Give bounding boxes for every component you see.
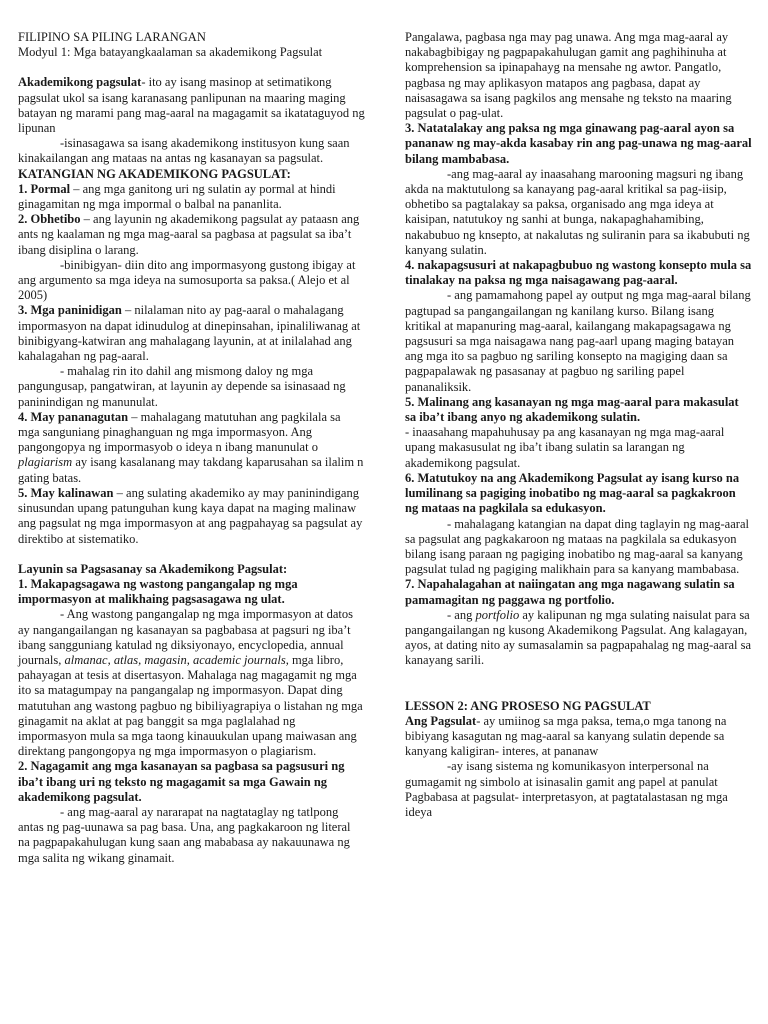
layunin-item-6-heading: 6. Matutukoy na ang Akademikong Pagsulat ay isang kurso na lumilinang sa pagiging inobatibo ng mag-aaral sa pagkakroon ng mataas na pagkilala sa edukasyon. <box>405 470 740 516</box>
pagsulat-definition: Ang Pagsulat- ay umiinog sa mga paksa, tema,o mga tanong na bibiyang kasagutan ng mag-aaral sa kanyang sulatin depende sa kanyang kaligiran- interes, at pananaw <box>405 713 727 759</box>
definition-term: Akademikong pagsulat <box>18 75 142 90</box>
katangian-heading: KATANGIAN NG AKADEMIKONG PAGSULAT: <box>18 166 291 181</box>
module-title: Modyul 1: Mga batayangkaalaman sa akademikong Pagsulat <box>18 45 323 60</box>
layunin-item-3-heading: 3. Natatalakay ang paksa ng mga ginawang pag-aaral ayon sa pananaw ng may-akda kasabay rin ang pag-unawa ng mag-aaral bilang mambabasa. <box>405 121 752 166</box>
layunin-item-1-text: - Ang wastong pangangalap ng mga impormasyon at datos ay nangangailangan ng kasanayan sa pagbabasa at pagsuri ng iba’t ibang sangguniang katulad ng diksiyonayo, encyclopedia, annual journals, almanac, atlas, magasin, academic journals, mga libro, pahayagan at tesis at disertasyon. Mahalaga nag magagamit ng mga ito sa matagumpay na pangangalap ng impormasyon. Dapat ding matutuhan ang wastong pagbuo ng bibiliyagrapiya o listahan ng mga ginagamit na aklat at pag banggit sa mga paglalahad ng impormasyon mula sa mga taong kinauukulan upang maiwasan ang direktang pangongopya ng mga impormasyon o plagiarism. <box>18 607 363 759</box>
lesson2-heading: LESSON 2: ANG PROSESO NG PAGSULAT <box>405 698 651 713</box>
course-title: FILIPINO SA PILING LARANGAN <box>18 30 206 44</box>
katangian-item-2-sub: -binibigyan- diin dito ang impormasyong gustong ibigay at ang argumento sa mga ideya na sumosuporta sa paksa.( Alejo et al 2005) <box>18 257 356 303</box>
definition-subparagraph: -isinasagawa sa isang akademikong institusyon kung saan kinakailangan ang mataas na antas ng kasanayan sa pagsulat. <box>18 136 350 166</box>
layunin-item-1-heading: 1. Makapagsagawa ng wastong pangangalap ng mga impormasyon at malikhaing pagsasagawa ng ulat. <box>18 576 298 607</box>
katangian-item-3: 3. Mga paninidigan – nilalaman nito ay pag-aaral o mahalagang impormasyon na dapat idinudulog at dinepinsahan, ipinaliliwanag at binibigyang-katwiran ang mahalagang layunin, at at inilalahad ang kahalagahan ng pag-aaral. <box>18 303 361 364</box>
left-column <box>18 30 365 866</box>
continued-paragraph: Pangalawa, pagbasa nga may pag unawa. Ang mga mag-aaral ay nakabagbibigay ng pagpapakahulugan gamit ang paghihinuha at komprehension sa ipinapahayg na mensahe ng awtor. Pangatlo, pagbasa ng may aplikasyon matapos ang pagbasa, dapat ay naisasagawa sa isang pagkilos ang mensahe ng teksto na maaring pagsulat o pag-ulat. <box>405 30 732 121</box>
pagbabasa-line: Pagbabasa at pagsulat- interpretasyon, at pagtatalastasan ng mga ideya <box>405 789 728 819</box>
layunin-item-7-heading: 7. Napahalagahan at naiingatan ang mga nagawang sulatin sa pamamagitan ng paggawa ng portfolio. <box>405 577 735 607</box>
katangian-item-2: 2. Obhetibo – ang layunin ng akademikong pagsulat ay pataasn ang ants ng kaalaman ng mga mag-aaral sa pagbasa at pagsulat sa iba’t ibang disiplina o larang. <box>18 212 360 257</box>
katangian-item-3-sub: - mahalag rin ito dahil ang mismong daloy ng mga pangungusap, pangatwiran, at layunin ay depende sa isinasaad ng paninindigan ng manunulat. <box>18 364 346 409</box>
pagsulat-subdefinition: -ay isang sistema ng komunikasyon interpersonal na gumagamit ng simbolo at isinasalin gamit ang papel at panulat <box>405 759 718 789</box>
right-column <box>405 30 752 820</box>
layunin-item-4-text: - ang pamamahong papel ay output ng mga mag-aaral bilang pagtupad sa pangangailangan ng kanilang kurso. Bilang isang kritikal at mapanuring mag-aaral, kailangang makapagsagawa ng pagsusuri sa mga naisagawa nang pag-aarl upang maging batayan ang mga ito sa pagbuo ng sariling konsepto na magiging daan sa pagpapalawak ng pasasanay at pagbuo ng sariling papel pananaliksik. <box>405 288 751 394</box>
layunin-heading: Layunin sa Pagsasanay sa Akademikong Pagsulat: <box>18 561 288 576</box>
definition-text: - ito ay isang masinop at setimatikong pagsulat ukol sa isang karanasang panlipunan na maaring maging batayan ng marami pang mag-aaral na magagamit sa ikatataguyod ng lipunan <box>18 75 365 136</box>
layunin-item-6-text: - mahalagang katangian na dapat ding taglayin ng mag-aaral sa pagsulat ang pagkakaroon ng mataas na pagkilala sa edukasyon bilang isang paraan ng pagiging inobatibo ng mag-aaral sa kanyang pagsulat tulad ng pagiging malikhain para sa kanyang mambabasa. <box>405 516 749 577</box>
layunin-item-2-text: - ang mag-aaral ay nararapat na nagtataglay ng tatlpong antas ng pag-uunawa sa pag basa. Una, ang pagkakaroon ng literal na pagpapakahulugan kung saan ang mababasa ay nakauunawa ng mga salita ng wikang ginamait. <box>18 804 351 865</box>
katangian-item-4: 4. May pananagutan – mahalagang matutuhan ang pagkilala sa mga sanguniang pinaghanguan ng mga impormasyon. Ang pangongopya ng impormasyob o ideya n ibang manunulat o plagiarism ay isang kasalanang may takdang kaparusahan sa ilalim n gating batas. <box>18 409 364 485</box>
katangian-item-5: 5. May kalinawan – ang sulating akademiko ay may paninindigang sinusundan upang patunguhan kung kaya dapat na maging malinaw ang pagsulat ng mga impormasyon at ang pagpahayag sa pagsulat ay direktibo at sistematiko. <box>18 485 363 546</box>
katangian-item-1: 1. Pormal – ang mga ganitong uri ng sulatin ay pormal at hindi ginagamitan ng mga impormal o balbal na pananlita. <box>18 181 336 212</box>
layunin-item-3-text: -ang mag-aaral ay inaasahang marooning magsuri ng ibang akda na maktutulong sa kanayang pag-aaral kritikal sa pag-iisip, obhetibo sa pagtalakay sa paksa, organisado ang mga ideya at kaisipan, natutukoy ng sanhi at bunga, nakapaghahamibing, nakabubuo ng knsepto, at nakalutas ng suliranin para sa ikabubuti ng kanyang sulatin. <box>405 166 750 257</box>
layunin-item-5-text: - inaasahang mapahuhusay pa ang kasanayan ng mga mag-aaral upang makasusulat ng iba’t ibang sulatin sa larangan ng akademikong pagsulat. <box>405 425 725 470</box>
layunin-item-2-heading: 2. Nagagamit ang mga kasanayan sa pagbasa sa pagsusuri ng iba’t ibang uri ng teksto ng magagamit sa mga Gawain ng akademikong pagsulat. <box>18 759 345 804</box>
layunin-item-7-text: - ang portfolio ay kalipunan ng mga sulating naisulat para sa pangangailangan ng kusong Akademikong Pagsulat. Ang kalagayan, ayos, at dating nito ay sumasalamin sa pagpapahalag ng mag-aaral sa kanayang sarili. <box>405 607 752 668</box>
definition-paragraph <box>18 75 365 136</box>
layunin-item-5-heading: 5. Malinang ang kasanayan ng mga mag-aaral para makasulat sa iba’t ibang anyo ng akademikong sulatin. <box>405 394 739 425</box>
layunin-item-4-heading: 4. nakapagsusuri at nakapagbubuo ng wastong konsepto mula sa tinalakay na paksa ng mga naisagawang pag-aaral. <box>405 258 752 288</box>
